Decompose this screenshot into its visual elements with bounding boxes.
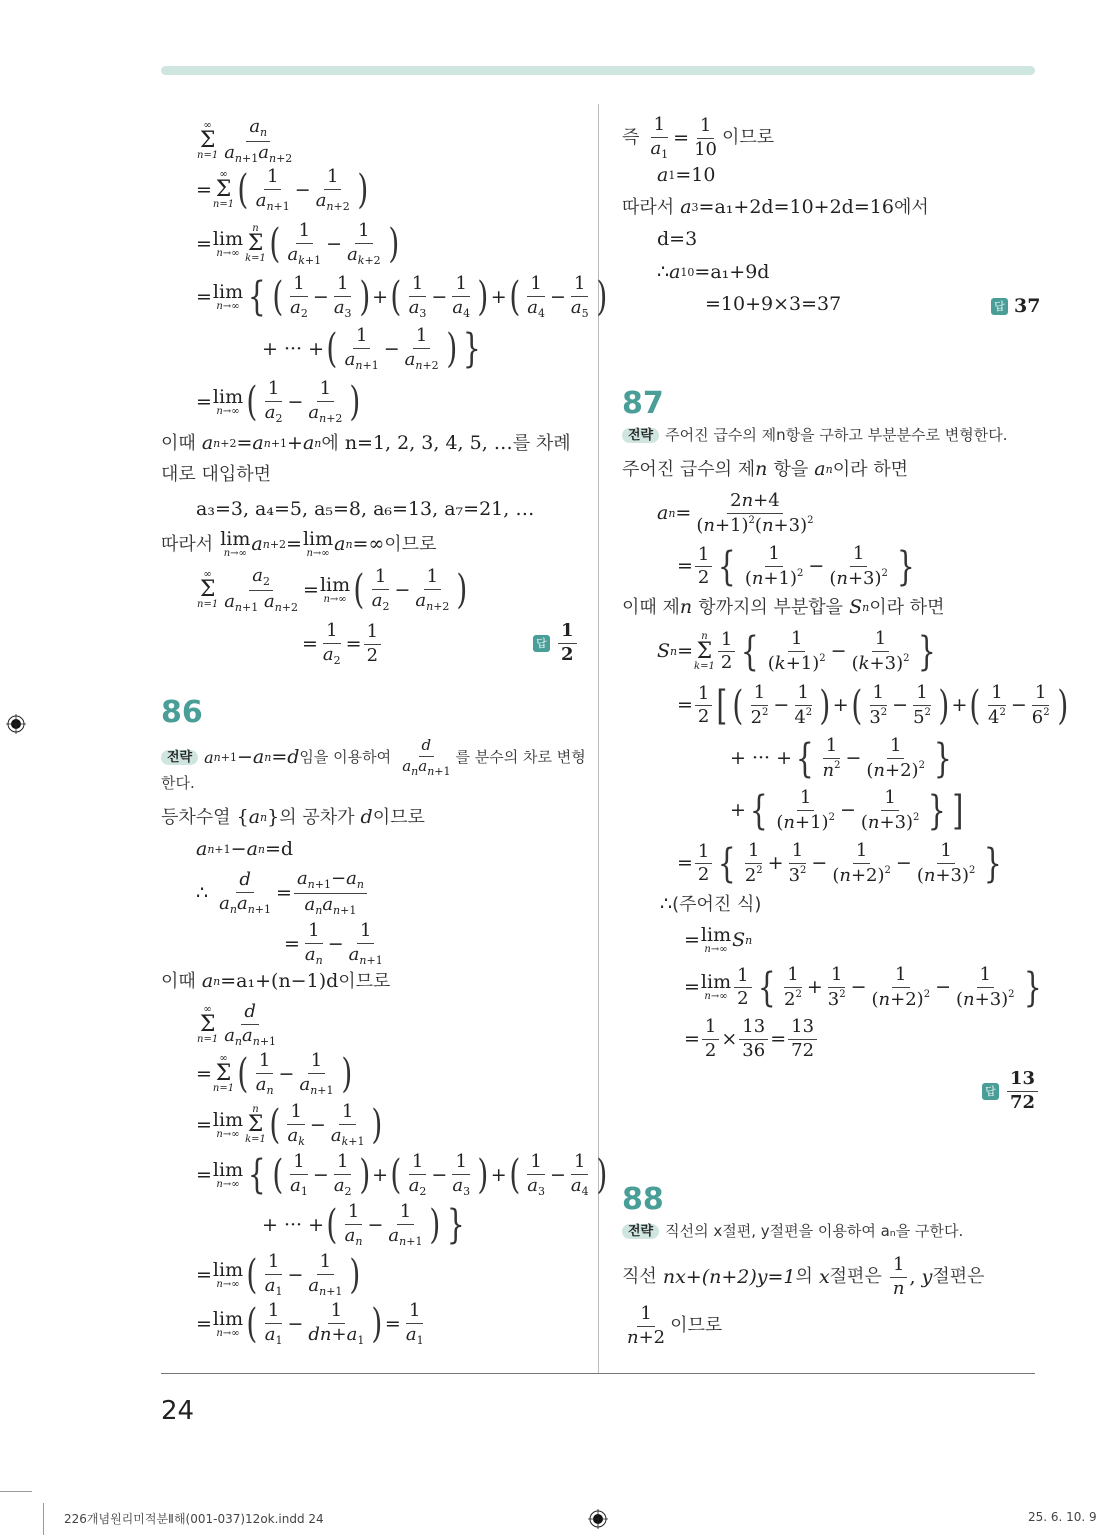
crop-mark: [0, 1491, 32, 1492]
text-line: 대로 대입하면: [161, 464, 272, 485]
math-line: = lim n→∞ n Σ k=1 ( $\frac{1}{a_k}$ − $\frac{1}{a_{k+1}}$ ): [196, 1101, 383, 1149]
math-line: a 1 =10: [657, 164, 716, 186]
text-line: 이때 a n+2 = a n+1 + a n 에 n=1, 2, 3, 4, 5, … 를 차례: [161, 432, 571, 454]
text-line: 이때 제 n 항까지의 부분합을 S n 이라 하면: [622, 596, 945, 618]
footer-filename: 226개념원리미적분Ⅱ해(001-037)12ok.indd 24: [64, 1512, 324, 1526]
text-line: 주어진 급수의 제 n 항을 a n 이라 하면: [622, 458, 908, 480]
math-line: = $\frac{1}{2}$ [ ( $\frac{1}{2^2}$ − $\frac{1}{4^2}$ ) + ( $\frac{1}{3^2}$ − $\frac{1}{5^2}$ ) + ( $\frac{1}{4^2}$ − $\frac{1}{6^2}$ ): [677, 682, 1068, 729]
footer-date: 25. 6. 10. 9: [1028, 1510, 1097, 1524]
strategy-line: 전략 직선의 x절편, y절편을 이용하여 aₙ을 구한다.: [622, 1224, 963, 1239]
math-line: = lim n→∞ S n: [684, 924, 753, 955]
answer-badge: 답: [533, 635, 550, 652]
math-line: S n = n Σ k=1 $\frac{1}{2}$ { $\frac{1}{(k+1)^2}$ − $\frac{1}{(k+3)^2}$ }: [657, 628, 937, 675]
text-line: 직선 nx+(n+2)y=1 의 x 절편은 $\frac{1}{n}$ , y 절편은: [622, 1254, 985, 1299]
answer-87: 답 $\frac{13}{72}$: [982, 1070, 1040, 1113]
problem-number: 87: [622, 386, 664, 421]
text-line: ∴ (주어진 식): [660, 893, 762, 915]
text-line: 즉 $\frac{1}{a_1}$ = $\frac{1}{10}$ 이므로: [622, 114, 775, 161]
text-line: 등차수열 { a n } 의 공차가 d 이므로: [161, 806, 425, 828]
math-line: + { $\frac{1}{(n+1)^2}$ − $\frac{1}{(n+3)^2}$ } ]: [730, 787, 964, 834]
answer-85: 답 $\frac{1}{2}$: [533, 622, 579, 665]
math-line: + ··· + { $\frac{1}{n^2}$ − $\frac{1}{(n+2)^2}$ }: [730, 735, 952, 782]
strategy-line: 한다.: [161, 774, 195, 792]
math-line: = $\frac{1}{2}$ × $\frac{13}{36}$ = $\frac{13}{72}$: [684, 1018, 819, 1061]
math-line: ∴ a 10 =a₁+9d: [657, 261, 770, 283]
math-line: =10+9×3=37: [705, 293, 842, 315]
header-bar: [161, 66, 1035, 75]
math-line: = lim n→∞ $\frac{1}{2}$ { $\frac{1}{2^2}$ + $\frac{1}{3^2}$ − $\frac{1}{(n+2)^2}$ − $\frac{1}{(n+3)^2}$ }: [684, 964, 1042, 1011]
math-line: a n+1 − a n =d: [196, 838, 294, 860]
strategy-line: 전략 주어진 급수의 제n항을 구하고 부분분수로 변형한다.: [622, 428, 1008, 443]
registration-mark-icon: [588, 1509, 608, 1529]
math-line: = ∞ Σ n=1 ( $\frac{1}{a_n}$ − $\frac{1}{a_{n+1}}$ ): [196, 1050, 352, 1098]
page-number: 24: [161, 1396, 195, 1426]
strategy-badge: 전략: [161, 750, 198, 765]
math-line: = $\frac{1}{a_n}$ − $\frac{1}{a_{n+1}}$: [284, 920, 383, 967]
math-line: = lim n→∞ ( $\frac{1}{a_1}$ − $\frac{1}{dn+a_1}$ ) = $\frac{1}{a_1}$: [196, 1300, 424, 1348]
strategy-badge: 전략: [622, 1224, 659, 1239]
math-line: + ··· + ( $\frac{1}{a_{n+1}}$ − $\frac{1}{a_{n+2}}$ ) }: [262, 325, 481, 373]
registration-mark-icon: [6, 714, 26, 734]
math-line: = lim n→∞ { ( $\frac{1}{a_2}$ − $\frac{1}{a_3}$ ) + ( $\frac{1}{a_3}$ − $\frac{1}{a_4}$ ) + ( $\frac{1}{a_4}$ − $\frac{1}{a_5}$ ): [196, 273, 607, 321]
math-line: = lim n→∞ { ( $\frac{1}{a_1}$ − $\frac{1}{a_2}$ ) + ( $\frac{1}{a_2}$ − $\frac{1}{a_3}$ ) + ( $\frac{1}{a_3}$ − $\frac{1}{a_4}$ ): [196, 1151, 607, 1199]
math-line: ∞ Σ n=1 $\frac{a_n}{a_{n+1}a_{n+2}}$: [197, 116, 293, 165]
crop-mark: [43, 1503, 44, 1535]
math-line: ∞ Σ n=1 $\frac{a_2}{a_{n+1} a_{n+2}}$ = lim n→∞ ( $\frac{1}{a_2}$ − $\frac{1}{a_{n+2}}$ ): [197, 565, 468, 614]
text-line: 이때 a n =a₁+(n−1)d 이므로: [161, 970, 391, 992]
math-line: d=3: [657, 228, 698, 250]
text-line: 따라서 lim n→∞ a n+2 = lim n→∞ a n =∞ 이므로: [161, 528, 437, 559]
strategy-line: 전략 a n+1 − a n = d 임을 이용하여 $\frac{d}{a_na_{n+1}}$ 를 분수의 차로 변형: [161, 738, 586, 777]
math-line: = lim n→∞ ( $\frac{1}{a_1}$ − $\frac{1}{a_{n+1}}$ ): [196, 1251, 361, 1299]
math-line: = $\frac{1}{a_2}$ = $\frac{1}{2}$: [302, 622, 383, 666]
math-line: = $\frac{1}{2}$ { $\frac{1}{2^2}$ + $\frac{1}{3^2}$ − $\frac{1}{(n+2)^2}$ − $\frac{1}{(n+3)^2}$ }: [677, 840, 1003, 887]
math-line: = lim n→∞ n Σ k=1 ( $\frac{1}{a_{k+1}}$ − $\frac{1}{a_{k+2}}$ ): [196, 220, 399, 268]
math-line: a n = $\frac{2n+4}{(n+1)^2(n+3)^2}$: [657, 490, 814, 536]
strategy-badge: 전략: [622, 428, 659, 443]
answer-badge: 답: [991, 298, 1008, 315]
math-line: ∴ $\frac{d}{a_na_{n+1}}$ = $\frac{a_{n+1}-a_n}{a_na_{n+1}}$: [196, 870, 369, 916]
math-line: a₃=3, a₄=5, a₅=8, a₆=13, a₇=21, …: [196, 498, 535, 520]
answer-badge: 답: [982, 1083, 999, 1100]
problem-number: 88: [622, 1182, 664, 1217]
answer-86: 답 37: [991, 295, 1040, 317]
problem-number: 86: [161, 695, 203, 730]
text-line: $\frac{1}{n+2}$ 이므로: [627, 1303, 723, 1348]
math-line: = $\frac{1}{2}$ { $\frac{1}{(n+1)^2}$ − $\frac{1}{(n+3)^2}$ }: [677, 543, 915, 590]
math-line: = ∞ Σ n=1 ( $\frac{1}{a_{n+1}}$ − $\frac{1}{a_{n+2}}$ ): [196, 166, 369, 214]
footer-divider: [161, 1373, 1035, 1374]
math-line: ∞ Σ n=1 $\frac{d}{a_na_{n+1}}$: [197, 1001, 277, 1048]
math-line: = lim n→∞ ( $\frac{1}{a_2}$ − $\frac{1}{a_{n+2}}$ ): [196, 378, 361, 426]
math-line: + ··· + ( $\frac{1}{a_n}$ − $\frac{1}{a_{n+1}}$ ) }: [262, 1201, 465, 1249]
text-line: 따라서 a 3 =a₁+2d=10+2d=16 에서: [622, 196, 929, 218]
